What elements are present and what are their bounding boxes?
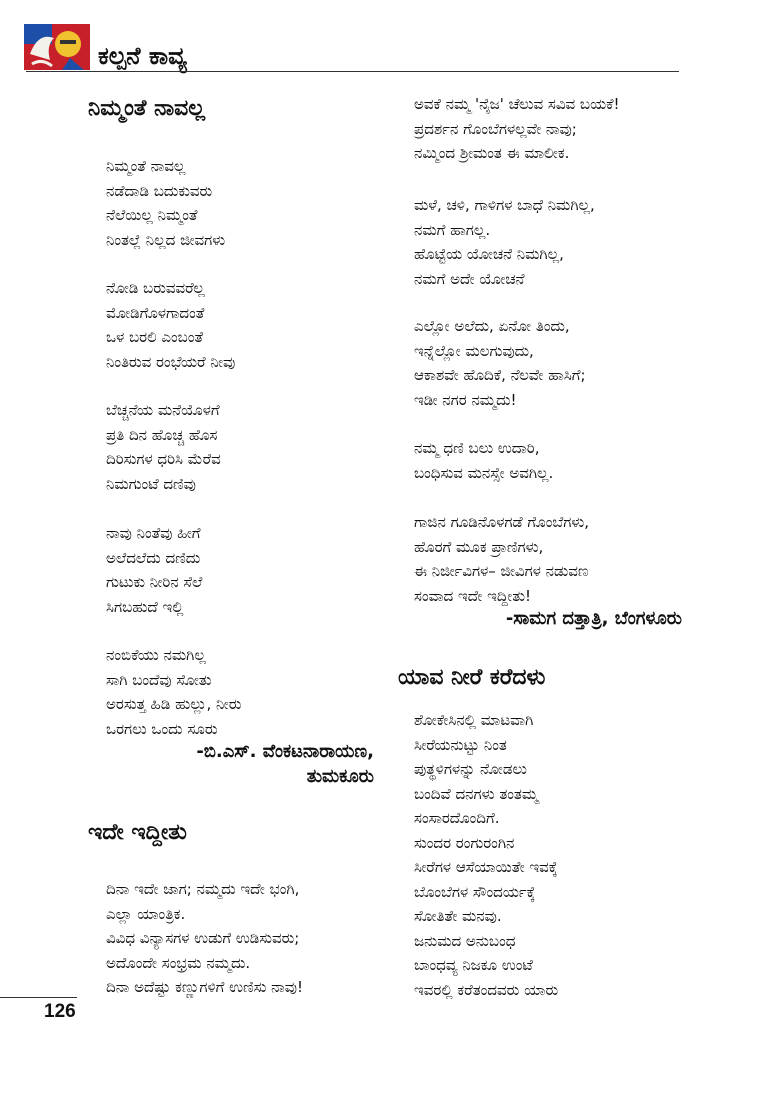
poem-title: ನಿಮ್ಮಂತೆ ನಾವಲ್ಲ <box>88 96 206 121</box>
poem-line: ದಿನಾ ಅದೆಷ್ಟು ಕಣ್ಣುಗಳಿಗೆ ಉಣಿಸು ನಾವು! <box>106 978 304 996</box>
poem-line: ಪುತ್ಥಳಿಗಳನ್ನು ನೋಡಲು <box>414 760 527 778</box>
poem-line: ಬೊಂಬೆಗಳ ಸೌಂದರ್ಯಕ್ಕೆ <box>414 882 536 901</box>
stanza <box>414 510 589 608</box>
poem-author-place: ತುಮಕೂರು <box>306 766 374 787</box>
footer-divider <box>0 997 77 998</box>
poem-line: ಅವಕೆ ನಮ್ಮ 'ನೈಜ' ಚೆಲುವ ಸವಿವ ಬಯಕೆ! <box>414 95 620 113</box>
poem-line: ಬೆಚ್ಚನೆಯ ಮನೆಯೊಳಗೆ <box>106 401 220 419</box>
poem-line: ಸಿಗಬಹುದೆ ಇಲ್ಲಿ <box>106 597 184 616</box>
stanza <box>414 436 553 485</box>
poem-line: ನಿಂತಲ್ಲೆ ನಿಲ್ಲದ ಜೀವಗಳು <box>106 230 226 249</box>
poem-line: ಒರಗಲು ಒಂದು ಸೂರು <box>106 719 218 738</box>
poem-line: ನಂಬಿಕೆಯು ನಮಗಿಲ್ಲ <box>106 646 206 664</box>
stanza <box>414 193 595 291</box>
poem-line: ಪ್ರದರ್ಶನ ಗೊಂಬೆಗಳಲ್ಲವೇ ನಾವು; <box>414 119 577 138</box>
poem-line: ನಮಗೆ ಅದೇ ಯೋಚನೆ <box>414 269 525 288</box>
poem-line: ನಮ್ಮಿಂದ ಶ್ರೀಮಂತ ಈ ಮಾಲೀಕ. <box>414 144 570 162</box>
stanza <box>414 314 586 412</box>
poem-line: ಸಂಸಾರದೊಂದಿಗೆ. <box>414 809 500 827</box>
poem-title: ಇದೇ ಇದ್ದೀತು <box>88 820 187 845</box>
stanza <box>414 708 558 1002</box>
poem-line: ಅಲೆದಲೆದು ದಣಿದು <box>106 548 201 567</box>
poem-line: ಬಂದಿವೆ ದನಗಳು ತಂತಮ್ಮ <box>414 784 539 803</box>
poem-line: ಹೊರಗೆ ಮೂಕ ಪ್ರಾಣಿಗಳು, <box>414 537 544 556</box>
poem-line: ಬಾಂಧವ್ಯ ನಿಜಕೂ ಉಂಟೆ <box>414 956 533 974</box>
poem-author: -ಬಿ.ಎಸ್. ವೆಂಕಟನಾರಾಯಣ, <box>196 741 374 762</box>
poem-line: ಸೋತಿತೇ ಮನವು. <box>414 907 502 925</box>
poem-line: ಬಂಧಿಸುವ ಮನಸ್ಸೇ ಅವಗಿಲ್ಲ. <box>414 463 554 482</box>
poem-line: ಎಲ್ಲೋ ಅಲೆದು, ಏನೋ ತಿಂದು, <box>414 317 570 335</box>
header-divider <box>26 71 679 72</box>
poem-line: ಅರಸುತ್ತ ಹಿಡಿ ಹುಲ್ಲು, ನೀರು <box>106 695 242 713</box>
poem-line: ಇಡೀ ನಗರ ನಮ್ಮದು! <box>414 390 517 409</box>
poem-line: ಆಕಾಶವೇ ಹೊದಿಕೆ, ನೆಲವೇ ಹಾಸಿಗೆ; <box>414 366 586 384</box>
page-number: 126 <box>44 1001 76 1022</box>
poem-line: ಗುಟುಕು ನೀರಿನ ಸೆಲೆ <box>106 573 203 591</box>
poem-line: ಸುಂದರ ರಂಗುರಂಗಿನ <box>414 833 515 852</box>
poem-line: ಪ್ರತಿ ದಿನ ಹೊಚ್ಚ ಹೊಸ <box>106 425 218 444</box>
poem-line: ಈ ನಿರ್ಜೀವಿಗಳ– ಜೀವಿಗಳ ನಡುವಣ <box>414 562 589 580</box>
poem-line: ನಿಮಗುಂಟೆ ದಣಿವು <box>106 474 196 493</box>
poem-line: ನೆಲೆಯಿಲ್ಲ ನಿಮ್ಮಂತೆ <box>106 206 198 224</box>
poem-line: ನಿಮ್ಮಂತೆ ನಾವಲ್ಲ <box>106 157 186 175</box>
poem-line: ಗಾಜಿನ ಗೂಡಿನೊಳಗಡೆ ಗೊಂಬೆಗಳು, <box>414 513 590 531</box>
poem-line: ಸಂವಾದ ಇದೇ ಇದ್ದೀತು! <box>414 586 531 605</box>
poem-line: ನಡೆದಾಡಿ ಬದುಕುವರು <box>106 181 213 200</box>
poem-line: ಹೊಟ್ಟೆಯ ಯೋಚನೆ ನಿಮಗಿಲ್ಲ, <box>414 245 564 263</box>
stanza <box>414 92 620 166</box>
poem-author: -ಸಾಮಗ ದತ್ತಾತ್ರಿ, ಬೆಂಗಳೂರು <box>505 608 682 629</box>
section-title: ಕಲ್ಪನೆ ಕಾವ್ಯ <box>98 42 187 70</box>
stanza <box>106 521 202 619</box>
stanza <box>106 643 241 741</box>
poem-line: ನಾವು ನಿಂತೆವು ಹೀಗೆ <box>106 524 201 542</box>
poem-line: ಸೀರೆಯನುಟ್ಟು ನಿಂತ <box>414 735 507 754</box>
poem-line: ನಮಗೆ ಹಾಗಲ್ಲ. <box>414 220 491 239</box>
stanza <box>106 398 221 496</box>
poem-line: ಸೀರೆಗಳ ಆಸೆಯಾಯಿತೇ ಇವಕ್ಕೆ <box>414 858 558 876</box>
poem-line: ನಿಂತಿರುವ ರಂಭೆಯರೆ ನೀವು <box>106 352 236 371</box>
poem-line: ಶೋಕೇಸಿನಲ್ಲಿ ಮಾಟವಾಗಿ <box>414 711 534 729</box>
poem-line: ಸಾಗಿ ಬಂದೆವು ಸೋತು <box>106 670 212 689</box>
magazine-logo-icon <box>24 24 90 70</box>
poem-line: ದಿರಿಸುಗಳ ಧರಿಸಿ ಮೆರೆವ <box>106 450 221 468</box>
poem-line: ನಮ್ಮ ಧಣಿ ಬಲು ಉದಾರಿ, <box>414 439 540 457</box>
poem-line: ನೋಡಿ ಬರುವವರೆಲ್ಲ <box>106 279 205 297</box>
stanza <box>106 877 303 1000</box>
poem-title: ಯಾವ ನೀರೆ ಕರೆದಳು <box>398 665 546 690</box>
poem-line: ಅದೊಂದೇ ಸಂಭ್ರಮ ನಮ್ಮದು. <box>106 953 251 972</box>
poem-line: ದಿನಾ ಇದೇ ಜಾಗ; ನಮ್ಮದು ಇದೇ ಭಂಗಿ, <box>106 880 300 898</box>
stanza <box>106 276 235 374</box>
poem-line: ಇನ್ನೆಲ್ಲೋ ಮಲಗುವುದು, <box>414 341 534 360</box>
poem-line: ಮೋಡಿಗೊಳಗಾದಂತೆ <box>106 303 205 322</box>
poem-line: ಮಳೆ, ಚಳಿ, ಗಾಳಿಗಳ ಬಾಧೆ ನಿಮಗಿಲ್ಲ, <box>414 196 595 214</box>
poem-line: ಎಲ್ಲಾ ಯಾಂತ್ರಿಕ. <box>106 904 186 923</box>
stanza <box>106 154 225 252</box>
poem-line: ಒಳ ಬರಲಿ ಎಂಬಂತೆ <box>106 328 204 346</box>
poem-line: ಇವರಲ್ಲಿ ಕರೆತಂದವರು ಯಾರು <box>414 980 559 999</box>
poem-line: ವಿವಿಧ ವಿನ್ಯಾಸಗಳ ಉಡುಗೆ ಉಡಿಸುವರು; <box>106 929 300 947</box>
poem-line: ಜನುಮದ ಅನುಬಂಧ <box>414 931 516 950</box>
